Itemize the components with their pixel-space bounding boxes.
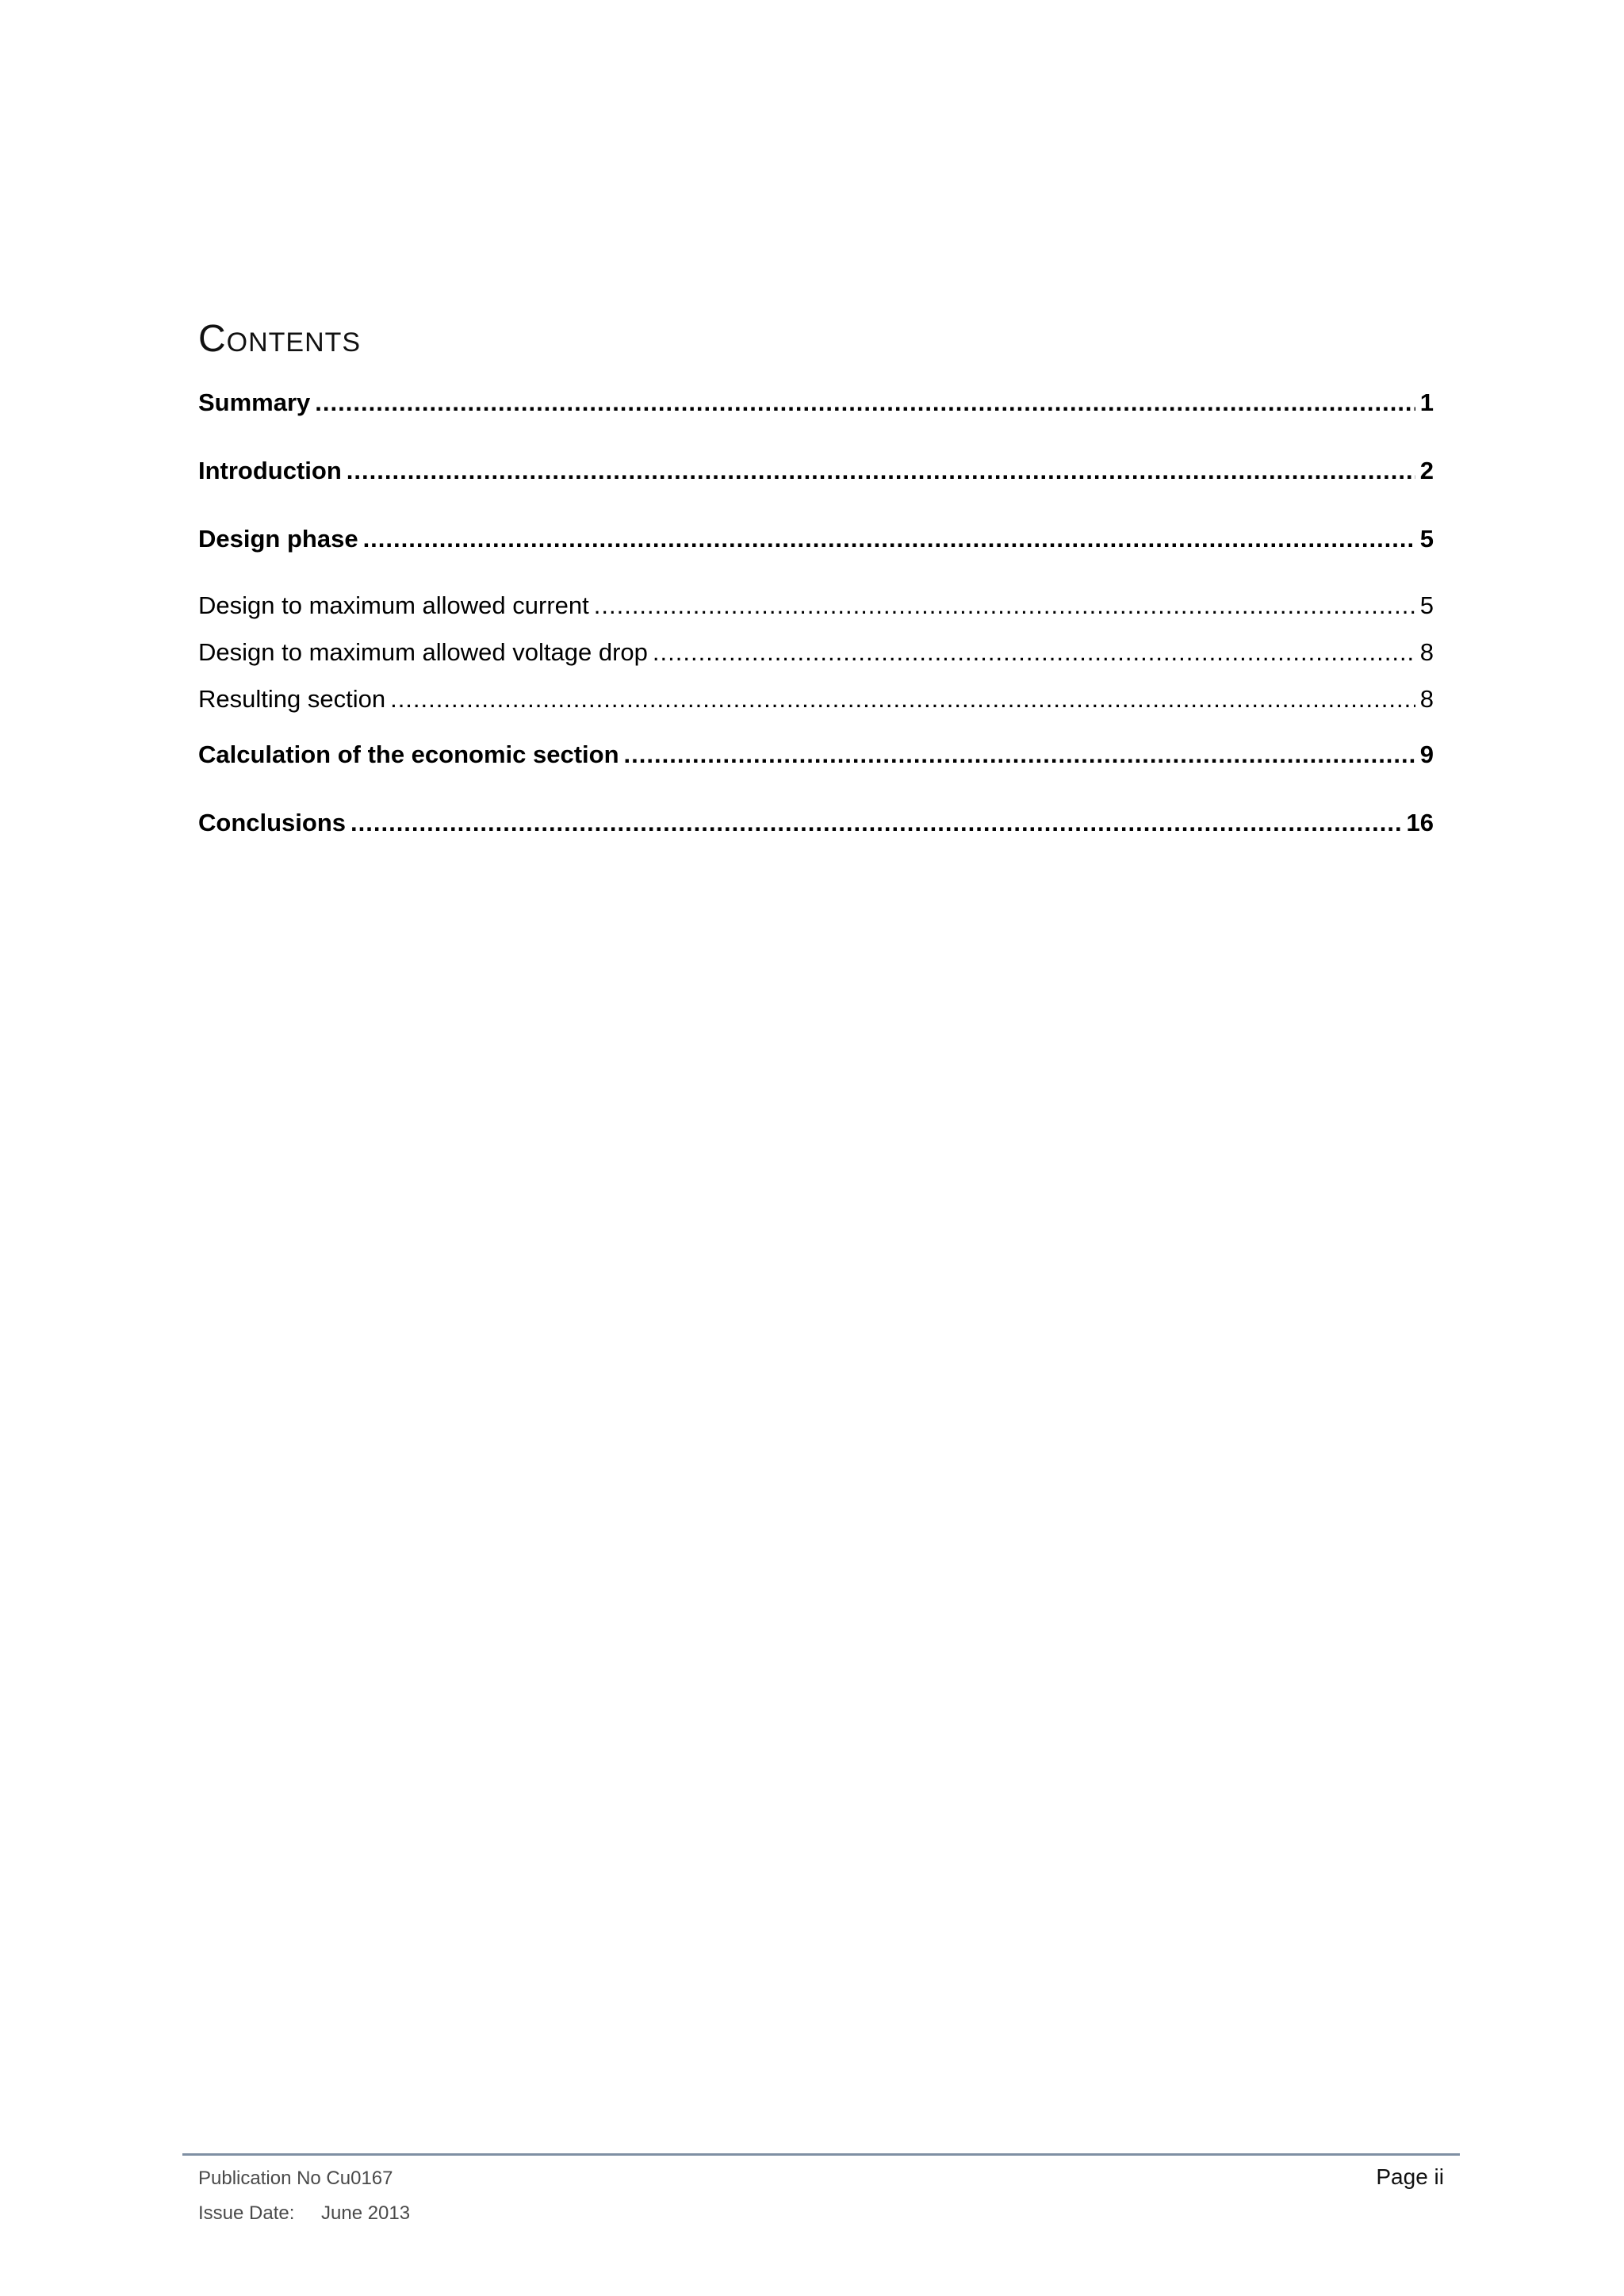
toc-entry-page: 8 xyxy=(1419,638,1434,666)
toc-entry-resulting-section[interactable] xyxy=(198,685,1434,714)
toc-entry-page: 5 xyxy=(1419,525,1434,553)
toc-entry-economic-section[interactable] xyxy=(198,740,1434,769)
toc-entry-title: Resulting section xyxy=(198,685,386,713)
toc-entry-title: Conclusions xyxy=(198,809,347,836)
footer-divider xyxy=(182,2153,1460,2156)
toc-entry-design-phase[interactable] xyxy=(198,525,1434,553)
toc-entry-title: Introduction xyxy=(198,457,342,484)
toc-leader-dots xyxy=(594,591,1415,620)
toc-entry-summary[interactable] xyxy=(198,388,1434,417)
toc-entry-title: Summary xyxy=(198,388,311,416)
toc-leader-dots xyxy=(653,638,1415,667)
toc-entry-conclusions[interactable] xyxy=(198,809,1434,837)
toc-leader-dots xyxy=(624,740,1415,769)
toc-leader-dots xyxy=(363,525,1415,553)
toc-entry-title: Design to maximum allowed current xyxy=(198,591,589,619)
toc-entry-max-current[interactable] xyxy=(198,591,1434,620)
toc-entry-title: Calculation of the economic section xyxy=(198,740,619,768)
footer-issue-date-value: June 2013 xyxy=(321,2202,411,2224)
toc-entry-max-voltage-drop[interactable] xyxy=(198,638,1434,667)
toc-entry-title: Design to maximum allowed voltage drop xyxy=(198,638,648,666)
footer-publication-number: Publication No Cu0167 xyxy=(198,2168,393,2189)
footer-issue-date-label: Issue Date: xyxy=(198,2202,295,2224)
toc-entry-title: Design phase xyxy=(198,525,358,553)
toc-entry-page: 5 xyxy=(1419,591,1434,619)
toc-entry-page: 16 xyxy=(1406,809,1434,836)
contents-heading: Contents xyxy=(198,318,362,360)
toc-entry-page: 8 xyxy=(1419,685,1434,713)
toc-entry-page: 2 xyxy=(1419,457,1434,484)
toc-entry-introduction[interactable] xyxy=(198,457,1434,485)
toc-entry-page: 9 xyxy=(1419,740,1434,768)
toc-leader-dots xyxy=(315,388,1415,417)
toc-entry-page: 1 xyxy=(1419,388,1434,416)
footer-page-number: Page ii xyxy=(1376,2164,1444,2189)
toc-leader-dots xyxy=(347,457,1415,485)
toc-leader-dots xyxy=(390,685,1415,714)
toc-leader-dots xyxy=(350,809,1402,837)
